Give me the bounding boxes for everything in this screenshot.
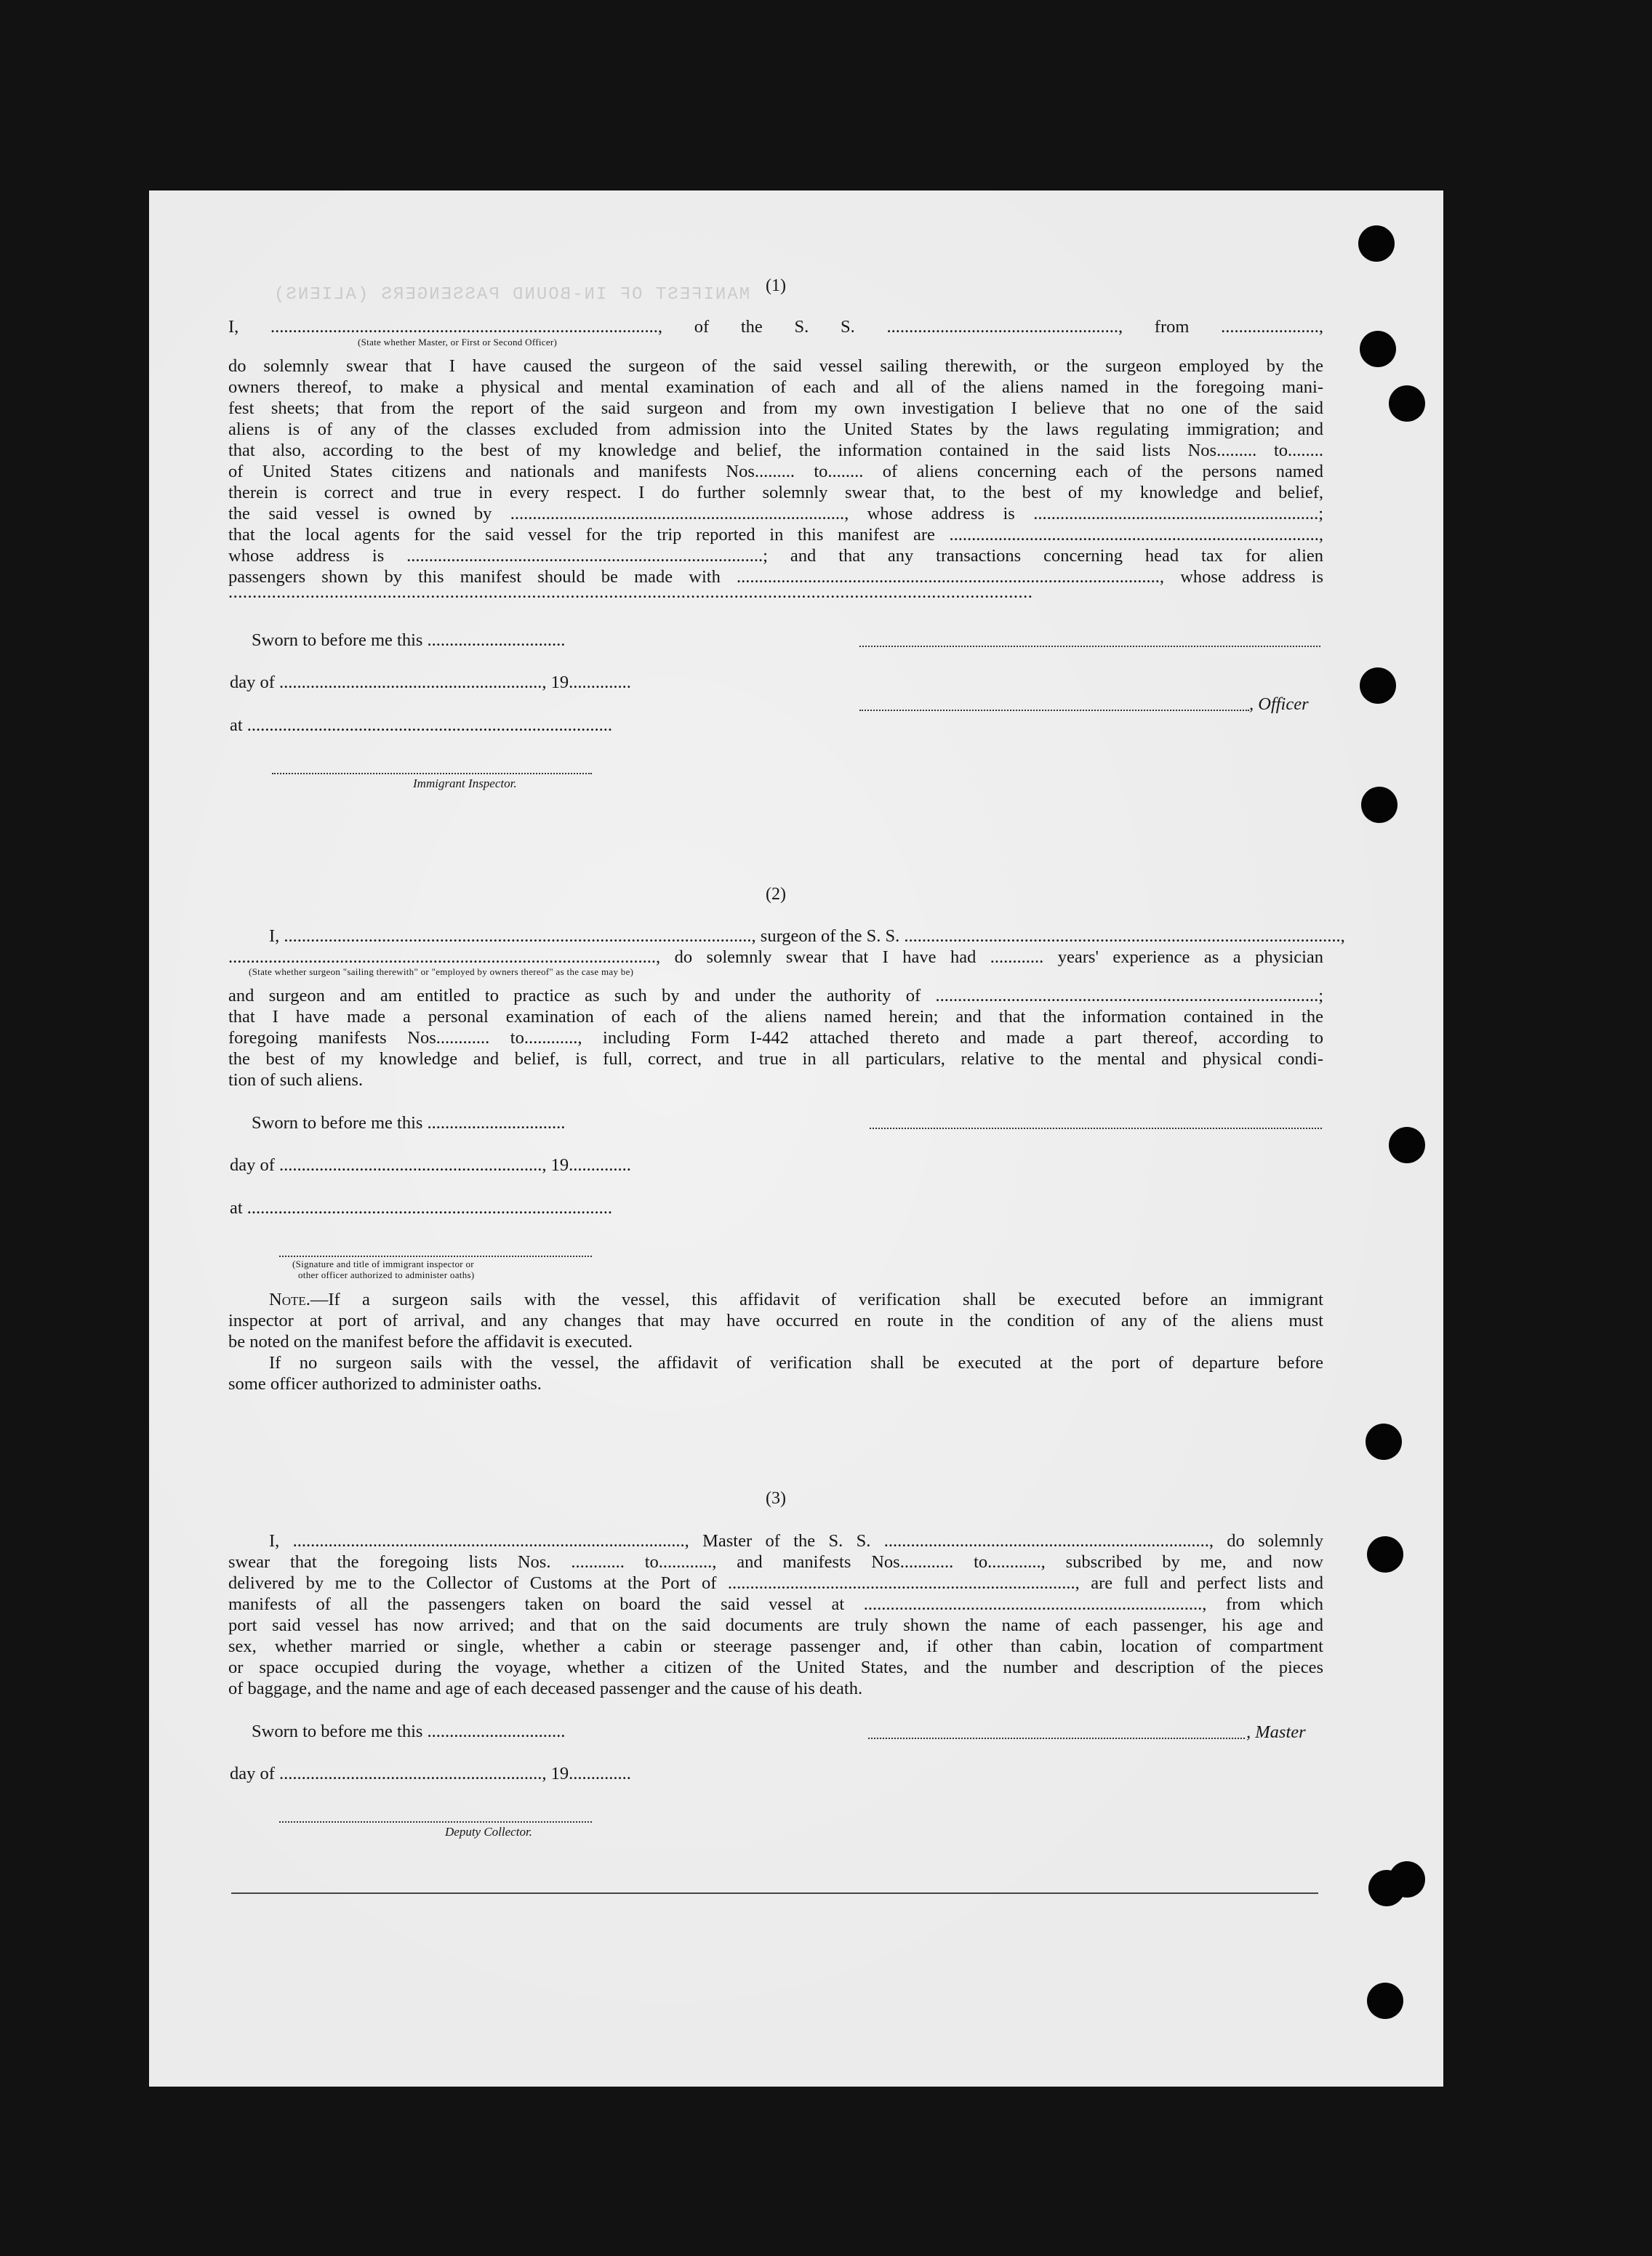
section-2-number: (2) [766, 885, 786, 904]
section-1-line: aliens is of any of the classes excluded from admission into the United States by the laws regulating immigration; and [228, 420, 1323, 439]
section-1-number: (1) [766, 276, 786, 295]
day-of-line: day of ..........................................................., 19.............. [230, 1155, 631, 1175]
section-1-line: therein is correct and true in every respect. I do further solemnly swear that, to the best of my knowledge and belief, [228, 483, 1323, 502]
section-2-line: the best of my knowledge and belief, is full, correct, and true in all particulars, relative to the mental and physical condi- [228, 1049, 1323, 1069]
section-2-line: tion of such aliens. [228, 1070, 364, 1090]
section-3-line: manifests of all the passengers taken on board the said vessel at ............................................................................, from which [228, 1594, 1323, 1614]
master-signature-line [868, 1738, 1245, 1739]
section-1-line: whose address is ................................................................................; and that any transactions concerning head tax for alien [228, 546, 1323, 566]
note-line: If no surgeon sails with the vessel, the affidavit of verification shall be executed at the port of departure before [269, 1353, 1323, 1373]
punch-hole [1358, 225, 1395, 262]
collector-signature-line [279, 1821, 592, 1823]
section-1-line: I, ......................................................................................., of the S. S. ...................................................., from ......................, [228, 317, 1323, 337]
punch-hole [1389, 1127, 1425, 1163]
bleed-through-text: MANIFEST OF IN-BOUND PASSENGERS (ALIENS) [273, 285, 750, 305]
punch-hole [1389, 1861, 1425, 1898]
section-2-line: ................................................................................................, do solemnly swear that I have had ............ years' experience as a physician [228, 947, 1323, 967]
section-2-line: that I have made a personal examination of each of the aliens named herein; and that the information contained in the [228, 1007, 1323, 1027]
section-1-line: that the local agents for the said vessel for the trip reported in this manifest are ..................................................................................., [228, 525, 1323, 545]
note-line: inspector at port of arrival, and any changes that may have occurred en route in the condition of any of the aliens must [228, 1311, 1323, 1330]
day-of-line: day of ..........................................................., 19.............. [230, 673, 631, 692]
punch-hole [1389, 385, 1425, 422]
section-2-line: I, ........................................................................................................., surgeon of the S. S. .................................................................................................., [269, 926, 1345, 946]
punch-hole [1361, 787, 1398, 823]
section-1-line: of United States citizens and nationals and manifests Nos......... to........ of aliens concerning each of the persons named [228, 462, 1323, 481]
section-3-line: sex, whether married or single, whether a cabin or steerage passenger and, if other than cabin, location of compartment [228, 1637, 1323, 1656]
officer-type-note: (State whether Master, or First or Second Officer) [358, 337, 558, 348]
punch-hole [1367, 1983, 1403, 2019]
section-3-line: I, ........................................................................................, Master of the S. S. ........................................................................., do solemnly [269, 1531, 1323, 1551]
section-1-line: that also, according to the best of my knowledge and belief, the information contained in the said lists Nos......... to........ [228, 441, 1323, 460]
punch-hole [1367, 1536, 1403, 1573]
section-3-line: or space occupied during the voyage, whether a citizen of the United States, and the number and description of the pieces [228, 1658, 1323, 1677]
section-2-line: foregoing manifests Nos............ to............, including Form I-442 attached thereto and made a part thereof, according to [228, 1028, 1323, 1048]
inspector-caption: Immigrant Inspector. [413, 776, 517, 790]
collector-caption: Deputy Collector. [445, 1825, 532, 1839]
section-3-number: (3) [766, 1489, 786, 1508]
section-1-line: ....................................................................................................................................................................... [228, 582, 1033, 602]
section-1-line: the said vessel is owned by ..........................................................................., whose address is ................................................................; [228, 504, 1323, 523]
section-3-line: port said vessel has now arrived; and that on the said documents are truly shown the name of each passenger, his age and [228, 1615, 1323, 1635]
note-label: Note. [269, 1290, 310, 1309]
section-3-line: of baggage, and the name and age of each deceased passenger and the cause of his death. [228, 1679, 863, 1698]
bottom-rule [231, 1892, 1318, 1894]
day-of-line: day of ..........................................................., 19.............. [230, 1764, 631, 1783]
master-caption: , Master [1246, 1722, 1306, 1742]
punch-hole [1366, 1424, 1402, 1460]
section-1-line: fest sheets; that from the report of the said surgeon and from my own investigation I believe that no one of the said [228, 398, 1323, 418]
sworn-before-line: Sworn to before me this ............................... [252, 630, 566, 650]
at-line: at .................................................................................. [230, 1198, 613, 1218]
surgeon-type-note: (State whether surgeon "sailing therewith" or "employed by owners thereof" as the case may be) [249, 966, 634, 977]
section-1-line: passengers shown by this manifest should be made with ..............................................................................................., whose address is [228, 567, 1323, 587]
section-3 [228, 0, 1345, 2256]
sworn-before-line: Sworn to before me this ............................... [252, 1113, 566, 1133]
sworn-before-line: Sworn to before me this ............................... [252, 1722, 566, 1741]
note-line: be noted on the manifest before the affidavit is executed. [228, 1332, 633, 1352]
punch-hole [1360, 667, 1396, 704]
punch-hole [1360, 331, 1396, 367]
section-3-line: swear that the foregoing lists Nos. ............ to............, and manifests Nos............ to............, subscribed by me, and now [228, 1552, 1323, 1572]
officer-caption: , Officer [1249, 694, 1309, 714]
at-line: at .................................................................................. [230, 715, 613, 735]
note-line: some officer authorized to administer oaths. [228, 1374, 542, 1394]
signature-caption: other officer authorized to administer oaths) [298, 1269, 475, 1280]
section-1-line: do solemnly swear that I have caused the surgeon of the said vessel sailing therewith, or the surgeon employed by the [228, 356, 1323, 376]
section-1-line: owners thereof, to make a physical and mental examination of each and all of the aliens named in the foregoing mani- [228, 377, 1323, 397]
section-2-line: and surgeon and am entitled to practice as such by and under the authority of ......................................................................................; [228, 986, 1323, 1005]
note-text: —If a surgeon sails with the vessel, this affidavit of verification shall be executed before an immigrant [310, 1290, 1323, 1309]
signature-caption: (Signature and title of immigrant inspector or [292, 1259, 474, 1269]
section-3-line: delivered by me to the Collector of Customs at the Port of .............................................................................., are full and perfect lists and [228, 1573, 1323, 1593]
